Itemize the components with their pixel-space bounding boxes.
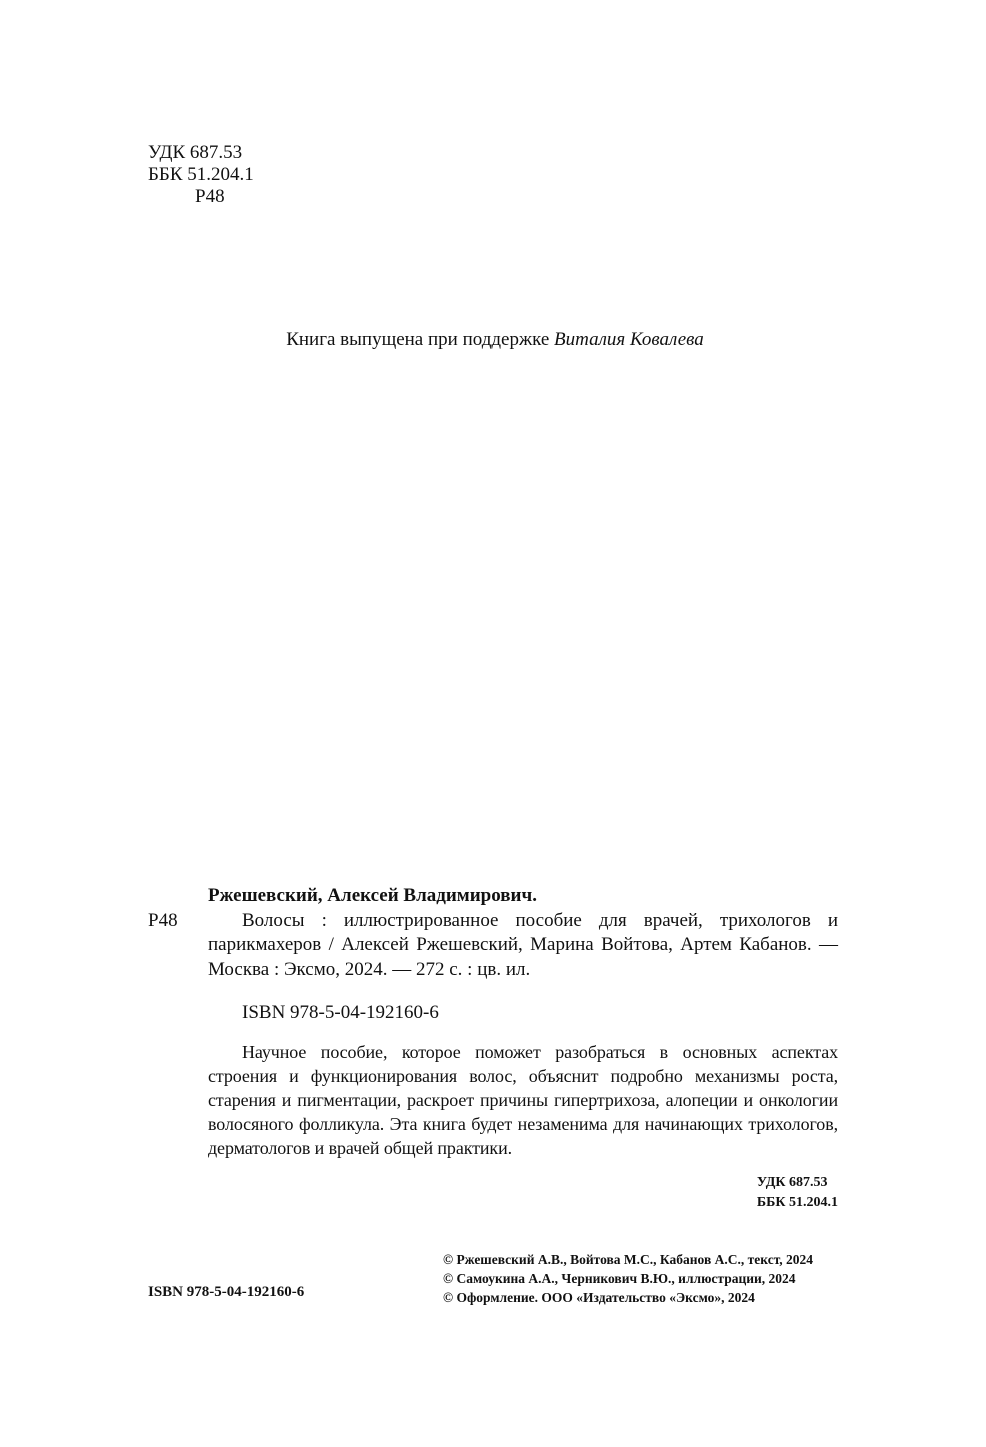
top-author-sign: Р48 [195, 186, 225, 207]
bottom-classification-codes [757, 1173, 838, 1213]
copyright-line: © Ржешевский А.В., Войтова М.С., Кабанов А.С., текст, 2024 [443, 1252, 814, 1267]
top-udk: УДК 687.53 [148, 142, 243, 163]
catalog-record [148, 884, 838, 982]
bottom-bbk: ББК 51.204.1 [756, 1195, 838, 1210]
bottom-udk: УДК 687.53 [756, 1175, 828, 1190]
support-note [0, 328, 986, 352]
catalog-description: Волосы : иллюстрированное пособие для врачей, трихологов и парикмахеров / Алексей Ржешевский, Марина Войтова, Артем Кабанов. — Москва : Эксмо, 2024. — 272 с. : цв. ил. [208, 909, 838, 980]
annotation: Научное пособие, которое поможет разобраться в основных аспектах строения и функционирования волос, объяснит подробно механизмы роста, старения и пигментации, раскроет причины гипертрихоза, алопеции и онкологии волосяного фолликула. Эта книга будет незаменима для начинающих трихологов, дерматологов и врачей общей практики. [208, 1042, 838, 1158]
top-bbk: ББК 51.204.1 [148, 164, 254, 185]
catalog-description-row [148, 909, 838, 983]
copyright-line: © Самоукина А.А., Черникович В.Ю., иллюстрации, 2024 [443, 1271, 796, 1286]
catalog-author-sign: Р48 [148, 909, 178, 931]
copyright-line: © Оформление. ООО «Издательство «Эксмо», 2024 [443, 1290, 755, 1305]
catalog-isbn: ISBN 978-5-04-192160-6 [242, 1002, 439, 1023]
top-classification-codes [148, 142, 254, 208]
copyright-block [443, 1250, 813, 1307]
catalog-author: Ржешевский, Алексей Владимирович. [208, 885, 537, 906]
bottom-isbn: ISBN 978-5-04-192160-6 [148, 1284, 305, 1300]
support-prefix: Книга выпущена при поддержке [286, 329, 555, 350]
support-sponsor: Виталия Ковалева [554, 329, 704, 350]
